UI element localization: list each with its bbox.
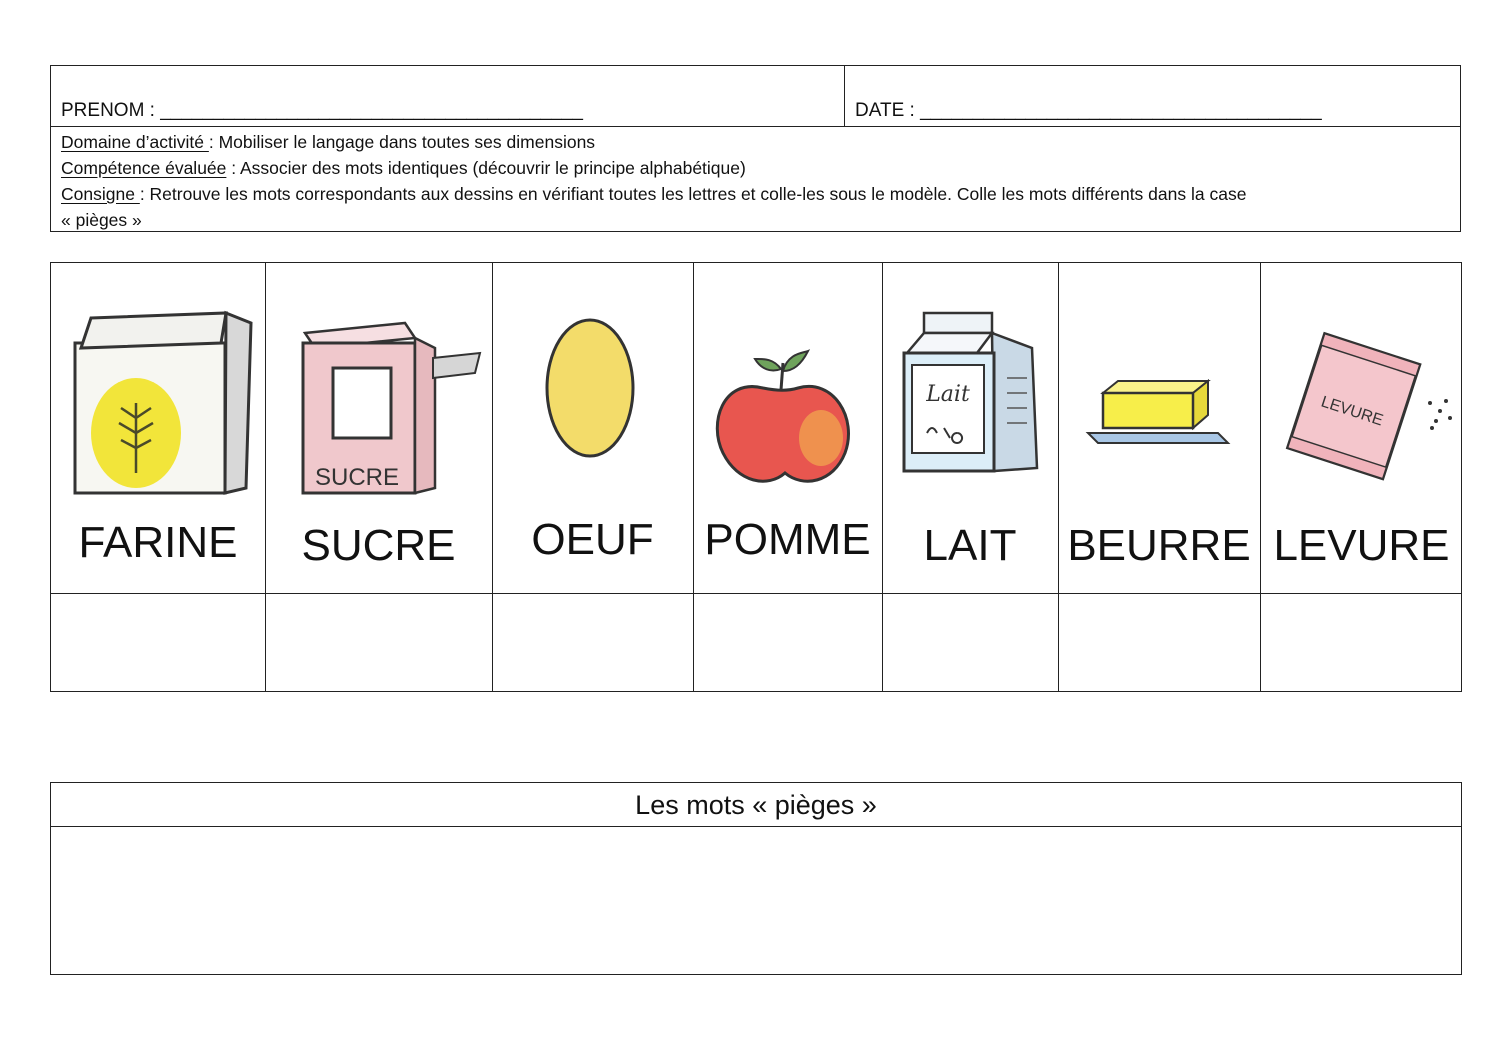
paste-cell-oeuf[interactable]: [492, 593, 693, 693]
ingredient-word: LEVURE: [1273, 521, 1450, 570]
competence-line: [61, 155, 1246, 181]
ingredient-cell-levure: [1260, 263, 1463, 593]
sucre-drawing-label: SUCRE: [314, 464, 400, 491]
consigne-line: [61, 181, 1246, 207]
ingredients-table: [50, 262, 1462, 692]
ingredient-cell-sucre: [265, 263, 492, 593]
header-divider: [844, 66, 845, 126]
domaine-label: Domaine d’activité: [61, 132, 209, 152]
apple-icon: [693, 293, 882, 508]
pieges-paste-area[interactable]: [51, 827, 1461, 974]
date-field[interactable]: DATE : ______________________________________: [855, 100, 1322, 121]
paste-cell-beurre[interactable]: [1058, 593, 1260, 693]
paste-cell-levure[interactable]: [1260, 593, 1463, 693]
milk-carton-icon: [882, 293, 1058, 508]
consigne-text: : Retrouve les mots correspondants aux dessins en vérifiant toutes les lettres et colle-les sous le modèle. Colle les mots différents dans la case: [139, 184, 1247, 204]
ingredient-cell-lait: [882, 263, 1058, 593]
header-instructions: [61, 129, 1246, 233]
ingredient-cell-beurre: [1058, 263, 1260, 593]
competence-text: : Associer des mots identiques (découvrir le principe alphabétique): [226, 158, 746, 178]
yeast-packet-icon: [1260, 293, 1463, 508]
consigne-line-2: « pièges »: [61, 210, 142, 230]
ingredient-word: LAIT: [923, 521, 1017, 570]
sugar-box-icon: [265, 293, 492, 508]
flour-bag-icon: [51, 293, 265, 508]
ingredient-word: FARINE: [78, 518, 238, 567]
paste-cell-lait[interactable]: [882, 593, 1058, 693]
ingredient-word: SUCRE: [301, 521, 456, 570]
paste-cell-farine[interactable]: [51, 593, 265, 693]
worksheet-header: [50, 65, 1461, 232]
domaine-line: [61, 129, 1246, 155]
levure-drawing-label: LEVURE: [1318, 393, 1386, 430]
egg-icon: [492, 293, 693, 508]
ingredient-cell-pomme: [693, 263, 882, 593]
pieges-box: [50, 782, 1462, 975]
ingredient-word: OEUF: [531, 515, 654, 564]
paste-cell-pomme[interactable]: [693, 593, 882, 693]
ingredient-word: POMME: [704, 515, 871, 564]
paste-cell-sucre[interactable]: [265, 593, 492, 693]
lait-drawing-label: Lait: [926, 382, 970, 407]
consigne-label: Consigne: [61, 184, 140, 204]
header-name-date-row: [51, 66, 1460, 127]
ingredient-word: BEURRE: [1067, 521, 1251, 570]
butter-icon: [1058, 293, 1260, 508]
prenom-field[interactable]: PRENOM : ________________________________________: [61, 100, 583, 121]
ingredient-cell-farine: [51, 263, 265, 593]
domaine-text: : Mobiliser le langage dans toutes ses dimensions: [208, 132, 596, 152]
competence-label: Compétence évaluée: [61, 158, 227, 178]
pieges-title: Les mots « pièges »: [51, 783, 1461, 827]
ingredient-cell-oeuf: [492, 263, 693, 593]
